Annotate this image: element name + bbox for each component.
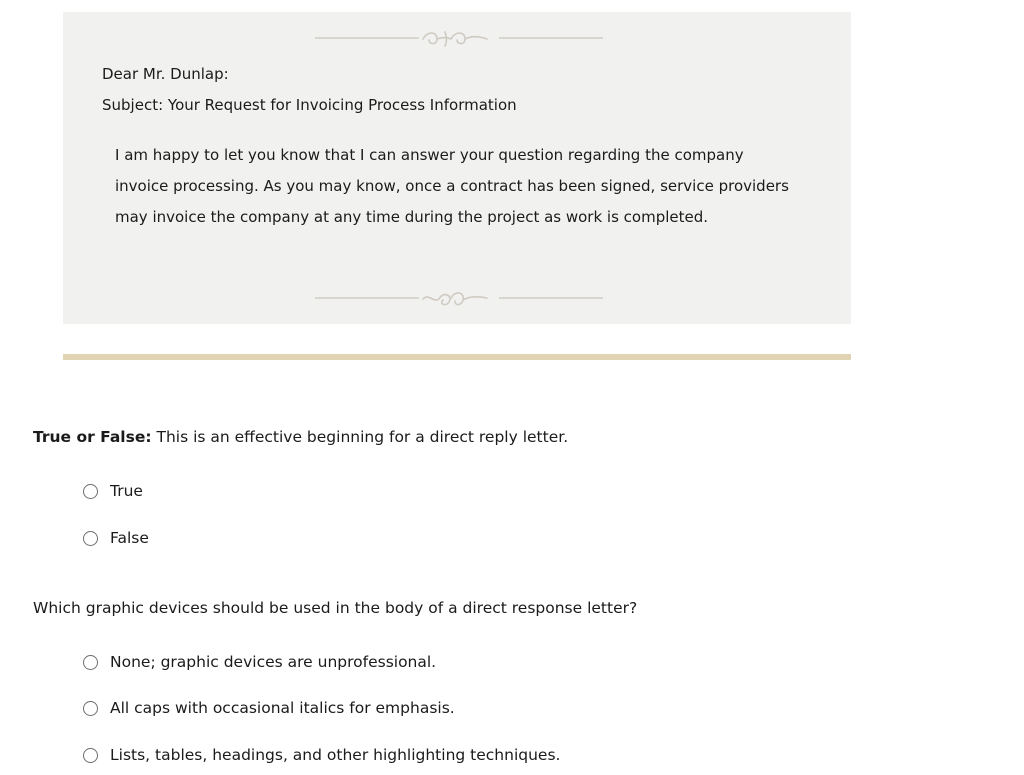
radio-button[interactable] [83,701,98,716]
question-2-prompt: Which graphic devices should be used in the body of a direct response letter? [33,599,638,617]
q2-option-lists-tables[interactable] [83,745,560,765]
section-divider [63,354,851,360]
letter-salutation: Dear Mr. Dunlap: [102,65,229,83]
q2-option-none[interactable] [83,652,436,672]
q2-option-all-caps[interactable] [83,698,455,718]
radio-button[interactable] [83,655,98,670]
radio-button[interactable] [83,484,98,499]
option-label: Lists, tables, headings, and other highlighting techniques. [110,746,561,764]
option-label: False [110,529,149,547]
flourish-ornament-icon [311,288,607,308]
option-label: None; graphic devices are unprofessional. [110,653,437,671]
question-1-prompt [33,428,568,446]
letter-panel [63,12,851,324]
question-1-prefix: True or False: [33,428,152,446]
option-label: All caps with occasional italics for emphasis. [110,699,455,717]
radio-button[interactable] [83,748,98,763]
q1-option-true[interactable] [83,481,143,501]
letter-body: I am happy to let you know that I can answer your question regarding the company invoice processing. As you may know, once a contract has been signed, service providers may invoice the company at any time during the project as work is completed. [115,146,789,226]
q1-option-false[interactable] [83,528,149,548]
flourish-ornament-icon [311,28,607,48]
radio-button[interactable] [83,531,98,546]
letter-subject: Subject: Your Request for Invoicing Process Information [102,96,517,114]
question-1-text: This is an effective beginning for a direct reply letter. [151,428,569,446]
option-label: True [110,482,143,500]
